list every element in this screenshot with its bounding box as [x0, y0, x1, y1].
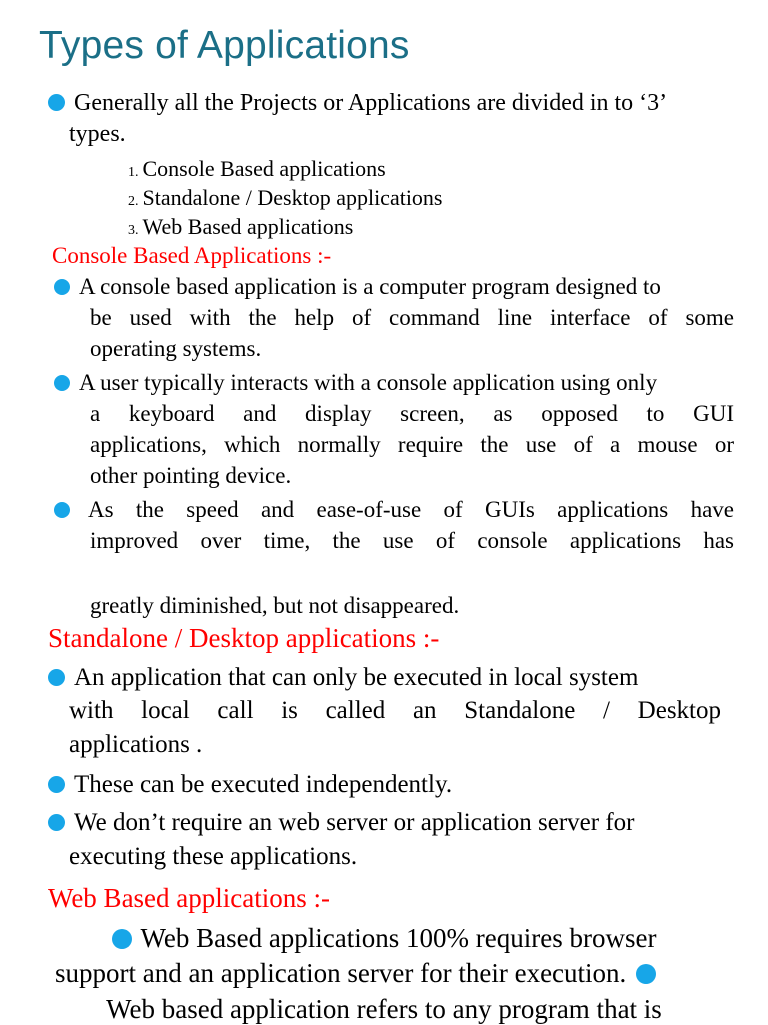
bullet-icon	[54, 502, 70, 518]
standalone-line: applications .	[69, 731, 203, 758]
bullet-icon	[48, 94, 65, 111]
standalone-line: executing these applications.	[69, 843, 358, 870]
bullet-icon	[54, 279, 70, 295]
bullet-icon	[54, 375, 70, 391]
web-line-1: Web Based applications 100% requires browser	[0, 923, 768, 954]
console-line: improved over time, the use of console applications has	[90, 528, 734, 553]
console-line: be used with the help of command line interface of some	[90, 305, 734, 330]
intro-line-1: Generally all the Projects or Applications are divided in to ‘3’	[48, 90, 667, 117]
bullet-icon	[48, 814, 65, 831]
standalone-paragraph-3: We don’t require an web server or application server for	[48, 809, 635, 837]
console-line: a keyboard and display screen, as opposed to GUI	[90, 401, 734, 426]
console-paragraph-1: A console based application is a computer program designed to	[54, 274, 661, 300]
console-line: applications, which normally require the use of a mouse or	[90, 432, 734, 457]
intro-line-2: types.	[69, 121, 126, 147]
bullet-icon	[48, 669, 65, 686]
standalone-paragraph-1: An application that can only be executed in local system	[48, 664, 638, 692]
console-line: greatly diminished, but not disappeared.	[90, 593, 460, 618]
page-title: Types of Applications	[39, 24, 410, 67]
list-item: 3. Web Based applications	[128, 214, 354, 239]
bullet-icon	[636, 964, 656, 984]
bullet-icon	[112, 929, 132, 949]
console-paragraph-3: As the speed and ease-of-use of GUIs applications have	[54, 497, 734, 523]
console-heading: Console Based Applications :-	[52, 243, 332, 268]
list-item: 1. Console Based applications	[128, 156, 386, 181]
standalone-paragraph-2: These can be executed independently.	[48, 771, 452, 799]
console-line: other pointing device.	[90, 463, 292, 488]
standalone-line: with local call is called an Standalone / Desktop	[69, 697, 721, 724]
web-heading: Web Based applications :-	[48, 883, 330, 913]
list-item: 2. Standalone / Desktop applications	[128, 185, 443, 210]
standalone-heading: Standalone / Desktop applications :-	[48, 623, 440, 653]
console-paragraph-2: A user typically interacts with a console application using only	[54, 370, 657, 396]
web-line-3: Web based application refers to any program that is	[106, 994, 662, 1024]
web-line-2: support and an application server for their execution.	[55, 958, 656, 989]
console-line: operating systems.	[90, 336, 262, 361]
bullet-icon	[48, 776, 65, 793]
